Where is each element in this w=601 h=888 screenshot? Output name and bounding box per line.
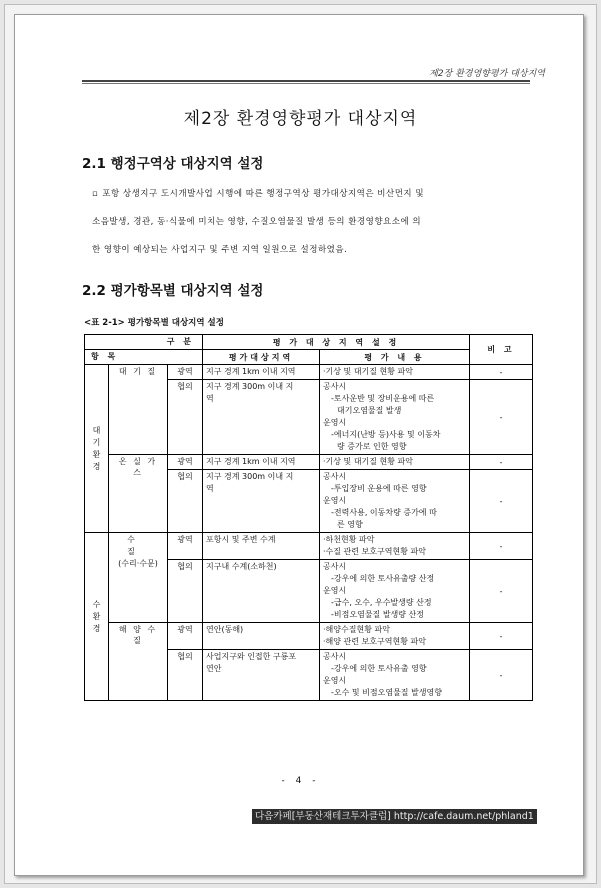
range-cell: 협의 (168, 650, 203, 701)
section-paragraph (92, 180, 532, 264)
header-rule-thin (82, 83, 530, 84)
header-hangmok-cell (85, 350, 203, 365)
header-gubun-cell (85, 335, 203, 350)
header-area: 평가대상지역 (203, 350, 320, 365)
remark-cell: - (470, 560, 533, 623)
range-cell: 협의 (168, 470, 203, 533)
area-cell: 지구내 수계(소하천) (203, 560, 320, 623)
content-cell: 공사시 -토사운반 및 장비운용에 따른 대기오염물질 발생 운영시 -에너지(난방 등)사용 및 이동차 량 증가로 인한 영향 (320, 380, 470, 455)
content-cell: ·기상 및 대기질 현황 파악 (320, 455, 470, 470)
remark-cell: - (470, 470, 533, 533)
header-group: 평 가 대 상 지 역 설 정 (203, 335, 470, 350)
bullet-marker: ▫ (92, 189, 99, 199)
paragraph-line-2: 소음발생, 경관, 동·식물에 미치는 영향, 수질오염물질 발생 등의 환경영향요소에 의 (92, 217, 422, 227)
area-cell: 지구 경계 1km 이내 지역 (203, 365, 320, 380)
page-number: - 4 - (281, 776, 320, 786)
chapter-title: 제2장 환경영향평가 대상지역 (183, 109, 418, 129)
range-cell: 광역 (168, 365, 203, 380)
range-cell: 협의 (168, 560, 203, 623)
header-rule (82, 80, 530, 82)
range-cell: 광역 (168, 533, 203, 560)
running-header: 제2장 환경영향평가 대상지역 (429, 69, 545, 79)
remark-cell: - (470, 650, 533, 701)
category-air: 대기환경 (85, 365, 109, 533)
area-cell: 사업지구와 인접한 구룡포 연안 (203, 650, 320, 701)
remark-cell: - (470, 455, 533, 470)
item-water-quality: 수 질 (수리·수문) (109, 533, 168, 623)
paragraph-line-1: 포항 상생지구 도시개발사업 시행에 따른 행정구역상 평가대상지역은 비산먼지 및 (102, 189, 425, 199)
area-cell: 지구 경계 300m 이내 지 역 (203, 470, 320, 533)
area-cell: 포항시 및 주변 수계 (203, 533, 320, 560)
header-content: 평 가 내 용 (320, 350, 470, 365)
table-caption: <표 2-1> 평가항목별 대상지역 설정 (84, 318, 224, 328)
range-cell: 광역 (168, 455, 203, 470)
range-cell: 협의 (168, 380, 203, 455)
evaluation-area-table (84, 334, 533, 701)
content-cell: ·기상 및 대기질 현황 파악 (320, 365, 470, 380)
item-air-quality: 대 기 질 (109, 365, 168, 455)
item-greenhouse-gas: 온 실 가 스 (109, 455, 168, 533)
remark-cell: - (470, 623, 533, 650)
category-water: 수환경 (85, 533, 109, 701)
header-hangmok: 항 목 (91, 352, 119, 361)
area-cell: 지구 경계 300m 이내 지 역 (203, 380, 320, 455)
item-marine-water-quality: 해 양 수 질 (109, 623, 168, 701)
content-cell: 공사시 -투입장비 운용에 따른 영향 운영시 -전력사용, 이동차량 증가에 따 른 영향 (320, 470, 470, 533)
content-cell: ·해양수질현황 파악 ·해양 관련 보호구역현황 파악 (320, 623, 470, 650)
header-gubun: 구 분 (166, 337, 195, 346)
content-cell: ·하천현황 파악 ·수질 관련 보호구역현황 파악 (320, 533, 470, 560)
content-cell: 공사시 -강우에 의한 토사유출량 산정 운영시 -급수, 오수, 우수발생량 산정 -비점오염물질 발생량 산정 (320, 560, 470, 623)
remark-cell: - (470, 365, 533, 380)
area-cell: 연안(동해) (203, 623, 320, 650)
remark-cell: - (470, 380, 533, 455)
content-cell: 공사시 -강우에 의한 토사유출 영향 운영시 -오수 및 비점오염물질 발생영향 (320, 650, 470, 701)
section-heading-2-1: 2.1 행정구역상 대상지역 설정 (82, 156, 264, 172)
area-cell: 지구 경계 1km 이내 지역 (203, 455, 320, 470)
paragraph-line-3: 한 영향이 예상되는 사업지구 및 주변 지역 일원으로 설정하였음. (92, 245, 348, 255)
cafe-watermark: 다음카페[부동산재테크투자클럽] http://cafe.daum.net/phland1 (252, 809, 537, 824)
header-remark: 비 고 (470, 335, 533, 365)
remark-cell: - (470, 533, 533, 560)
range-cell: 광역 (168, 623, 203, 650)
section-heading-2-2: 2.2 평가항목별 대상지역 설정 (82, 283, 264, 299)
